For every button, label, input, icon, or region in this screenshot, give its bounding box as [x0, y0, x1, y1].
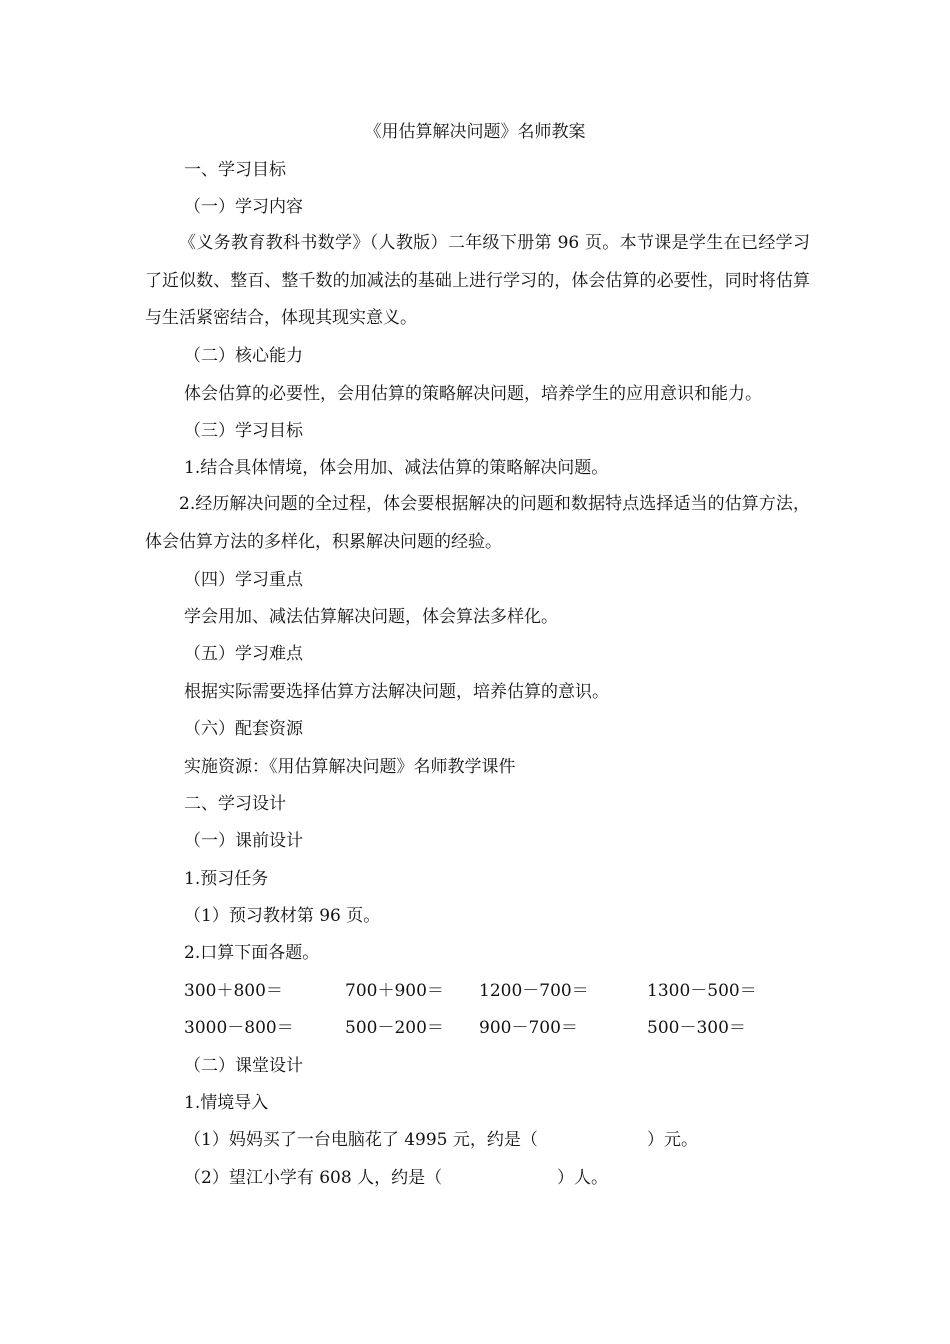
objective-item-2: 2.经历解决问题的全过程，体会要根据解决的问题和数据特点选择适当的估算方法，体会估算方法的多样化，积累解决问题的经验。: [145, 494, 810, 552]
subheading-key-points: （四）学习重点: [184, 570, 303, 590]
document-title: 《用估算解决问题》名师教案: [364, 122, 586, 142]
paragraph-key-points: 学会用加、减法估算解决问题，体会算法多样化。: [184, 607, 558, 627]
subheading-objectives: （三）学习目标: [184, 421, 303, 441]
subheading-pre-class: （一）课前设计: [184, 831, 303, 851]
math-problem: 1200－700＝: [479, 981, 589, 1001]
question-1-part-a: （1）妈妈买了一台电脑花了 4995 元，约是（: [184, 1130, 538, 1150]
task-heading-mental-math: 2.口算下面各题。: [184, 943, 320, 963]
math-problem: 500－200＝: [345, 1018, 444, 1038]
paragraph-core-ability: 体会估算的必要性，会用估算的策略解决问题，培养学生的应用意识和能力。: [184, 384, 762, 404]
math-problem: 1300－500＝: [647, 981, 757, 1001]
math-problem: 700＋900＝: [345, 981, 444, 1001]
math-problem: 500－300＝: [647, 1018, 746, 1038]
subheading-content: （一）学习内容: [184, 197, 303, 217]
math-problem: 300＋800＝: [184, 981, 283, 1001]
question-2-part-b: ）人。: [557, 1168, 608, 1188]
subheading-core-ability: （二）核心能力: [184, 346, 303, 366]
question-1-part-b: ）元。: [647, 1130, 698, 1150]
section-heading-design: 二、学习设计: [184, 794, 286, 814]
question-2-part-a: （2）望江小学有 608 人，约是（: [184, 1168, 443, 1188]
paragraph-content: 《义务教育教科书数学》（人教版）二年级下册第 96 页。本节课是学生在已经学习了近似数、整百、整千数的加减法的基础上进行学习的，体会估算的必要性，同时将估算与生活紧密结合，体现其现实意义。: [145, 233, 810, 328]
subheading-classroom: （二）课堂设计: [184, 1056, 303, 1076]
objective-item-1: 1.结合具体情境，体会用加、减法估算的策略解决问题。: [184, 458, 609, 478]
paragraph-resources: 实施资源：《用估算解决问题》名师教学课件: [184, 757, 516, 777]
task-item-preview: （1）预习教材第 96 页。: [184, 906, 381, 926]
subheading-resources: （六）配套资源: [184, 719, 303, 739]
task-heading-preview: 1.预习任务: [184, 869, 269, 889]
subheading-difficulties: （五）学习难点: [184, 644, 303, 664]
paragraph-difficulties: 根据实际需要选择估算方法解决问题，培养估算的意识。: [184, 682, 609, 702]
math-problem: 900－700＝: [479, 1018, 578, 1038]
math-problem: 3000－800＝: [184, 1018, 294, 1038]
section-heading-goals: 一、学习目标: [184, 160, 286, 180]
step-heading-intro: 1.情境导入: [184, 1093, 269, 1113]
